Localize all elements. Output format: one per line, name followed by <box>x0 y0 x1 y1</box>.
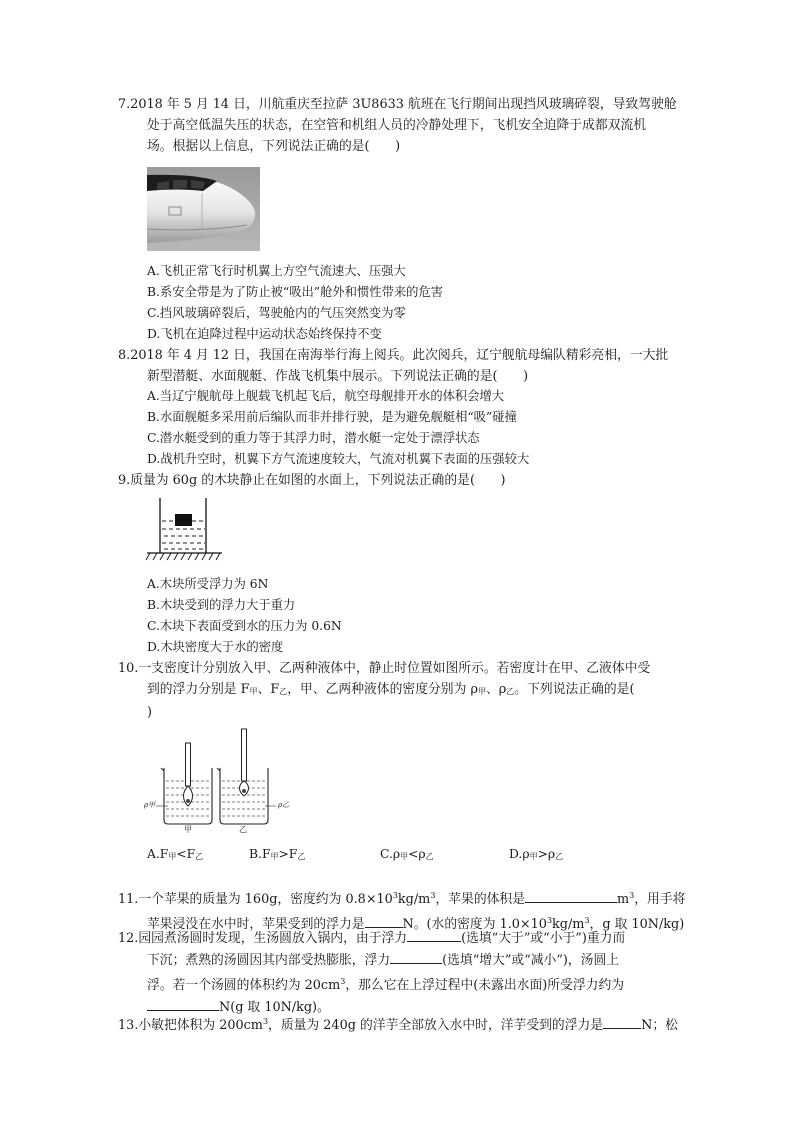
q8-option-b: B.水面舰艇多采用前后编队而非并排行驶，是为避免舰艇相“吸”碰撞 <box>147 410 517 424</box>
q10-option-b: B.F甲>F乙 <box>249 847 306 861</box>
q7-line-1: 7.2018 年 5 月 14 日，川航重庆至拉萨 3U8633 航班在飞行期间出现挡风玻璃碎裂，导致驾驶舱 <box>118 97 677 112</box>
question-12 <box>118 927 708 1018</box>
q12-line-3: 浮。若一个汤圆的体积约为 $20cm^3$，那么它在上浮过程中(未露出水面)所受浮力约为 <box>147 977 625 993</box>
q13-line-1: 13.小敏把体积为 $200cm^3$，质量为 240g 的洋芋全部放入水中时，洋芋受到的浮力是 N；松 <box>118 1011 708 1036</box>
q12-blank-3[interactable] <box>147 996 219 1011</box>
airplane-nose-photo <box>147 167 260 251</box>
question-7 <box>118 94 708 157</box>
beaker-block-figure <box>144 494 224 564</box>
q10-line-1: 10.一支密度计分别放入甲、乙两种液体中，静止时位置如图所示。若密度计在甲、乙液体中受 <box>118 661 651 676</box>
q7-option-c: C.挡风玻璃碎裂后，驾驶舱内的气压突然变为零 <box>147 306 406 320</box>
q11-blank-buoyancy[interactable] <box>365 913 403 928</box>
q12-line-2: 下沉；煮熟的汤圆因其内部受热膨胀，浮力 (选填“增大”或“减小”)，汤圆上 <box>118 949 708 971</box>
q9-option-b: B.木块受到的浮力大于重力 <box>147 598 296 612</box>
q9-option-d: D.木块密度大于水的密度 <box>147 640 284 654</box>
question-8 <box>118 345 708 387</box>
q7-line-2: 处于高空低温失压的状态，在空管和机组人员的冷静处理下，飞机安全迫降于成都双流机 <box>147 118 647 133</box>
hydrometer-figure <box>144 726 294 836</box>
q10-line-3: ) <box>147 705 152 720</box>
q10-option-d: D.ρ甲>ρ乙 <box>509 847 564 861</box>
q8-line-2: 新型潜艇、水面舰艇、作战飞机集中展示。下列说法正确的是( ) <box>147 369 529 384</box>
question-10 <box>118 658 708 723</box>
q10-option-c: C.ρ甲<ρ乙 <box>380 847 434 861</box>
q12-blank-1[interactable] <box>407 927 461 942</box>
question-9 <box>118 470 708 491</box>
q7-option-d: D.飞机在迫降过程中运动状态始终保持不变 <box>147 327 382 341</box>
rho-yi-label: ρ乙 <box>278 801 290 809</box>
question-13 <box>118 1011 708 1036</box>
q9-line-1: 9.质量为 60g 的木块静止在如图的水面上，下列说法正确的是( ) <box>118 473 506 488</box>
q9-option-c: C.木块下表面受到水的压力为 0.6N <box>147 619 342 633</box>
rho-jia-label: ρ甲 <box>144 801 156 809</box>
q12-blank-2[interactable] <box>390 949 442 964</box>
q8-option-a: A.当辽宁舰航母上舰载飞机起飞后，航空母舰排开水的体积会增大 <box>147 389 505 403</box>
q12-line-4: N(g 取 10N/kg)。 <box>118 996 708 1018</box>
q7-option-b: B.系安全带是为了防止被“吸出”舱外和惯性带来的危害 <box>147 285 444 299</box>
q11-line-2: 苹果浸没在水中时，苹果受到的浮力是 N。(水的密度为 $1.0\times 10^3kg/m^3$，g 取 10N/kg) <box>118 910 708 935</box>
q13-blank-1[interactable] <box>603 1014 641 1029</box>
q7-option-a: A.飞机正常飞行时机翼上方空气流速大、压强大 <box>147 264 406 278</box>
q8-option-c: C.潜水艇受到的重力等于其浮力时，潜水艇一定处于漂浮状态 <box>147 431 480 445</box>
q10-option-a: A.F甲<F乙 <box>147 847 204 861</box>
q8-line-1: 8.2018 年 4 月 12 日，我国在南海举行海上阅兵。此次阅兵，辽宁舰航母编队精彩亮相，一大批 <box>118 348 669 363</box>
q7-line-3: 场。根据以上信息，下列说法正确的是( ) <box>147 139 401 154</box>
q9-option-a: A.木块所受浮力为 6N <box>147 577 269 591</box>
q10-line-2: 到的浮力分别是 F甲、F乙，甲、乙两种液体的密度分别为 ρ甲、ρ乙。下列说法正确的是( <box>147 682 635 697</box>
beaker-yi-label: 乙 <box>239 825 247 834</box>
q11-line-1: 11.一个苹果的质量为 160g，密度约为 $0.8\times 10^3kg/m^3$，苹果的体积是 $m^3$，用手将 <box>118 885 708 910</box>
q12-line-1: 12.园园煮汤圆时发现，生汤圆放入锅内，由于浮力 (选填“大于”或“小于”)重力而 <box>118 927 708 949</box>
beaker-jia-label: 甲 <box>184 825 192 834</box>
q8-option-d: D.战机升空时，机翼下方气流速度较大，气流对机翼下表面的压强较大 <box>147 452 530 466</box>
q11-blank-volume[interactable] <box>525 888 617 903</box>
